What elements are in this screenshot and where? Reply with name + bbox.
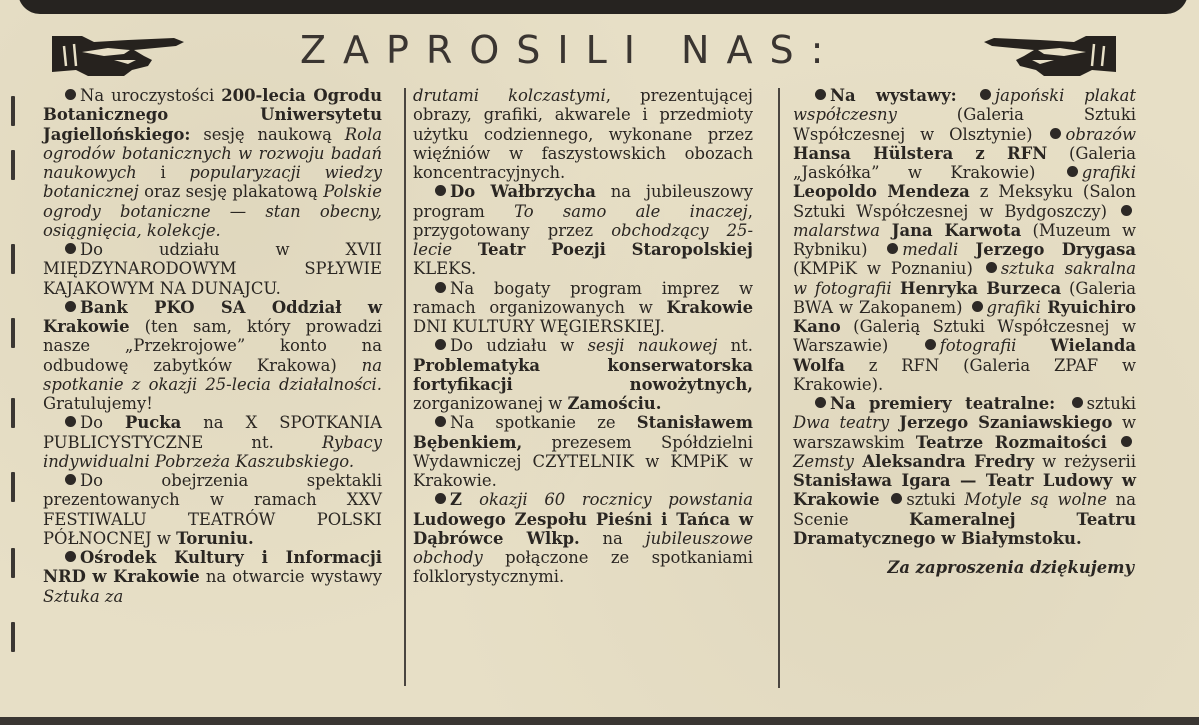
bullet-icon bbox=[1121, 436, 1132, 447]
pointing-hand-right-icon bbox=[48, 30, 188, 82]
text-run: Teatr Poezji Staropolskiej bbox=[452, 240, 753, 259]
page-title: ZAPROSILI NAS: bbox=[300, 28, 841, 72]
text-run: na jubileuszowy program bbox=[413, 182, 753, 221]
text-run: Zamościu. bbox=[567, 394, 662, 413]
top-border-bar bbox=[18, 0, 1188, 14]
text-run: Kameralnej Teatru Dramatycznego w Białymstoku. bbox=[793, 509, 1136, 548]
text-run: połączone ze spotkaniami folklorystycznymi. bbox=[413, 548, 753, 587]
text-run: na Scenie bbox=[793, 490, 1136, 529]
section-header bbox=[0, 22, 1199, 80]
text-run: Rybacy indywidualni Pobrzeża Kaszubskiego. bbox=[43, 432, 382, 471]
bottom-border-rule bbox=[0, 717, 1199, 725]
bullet-icon bbox=[887, 243, 898, 254]
bullet-icon bbox=[986, 262, 997, 273]
text-run: Toruniu. bbox=[176, 528, 254, 548]
text-run: sztuka sakralna w fotografii bbox=[793, 259, 1136, 298]
text-run: oraz sesję plakatową bbox=[138, 182, 324, 202]
text-run: Rola ogrodów botanicznych w rozwoju badań naukowych bbox=[43, 124, 382, 182]
news-item bbox=[43, 471, 382, 548]
text-run: prezesem Spółdzielni Wydawniczej CZYTELNIK w KMPiK w Krakowie. bbox=[413, 432, 753, 490]
margin-mark bbox=[11, 472, 15, 502]
text-run: Sztuka za bbox=[43, 586, 124, 606]
text-run: na spotkanie z okazji 25-lecia działalności. bbox=[43, 355, 382, 394]
text-run: Na premiery teatralne: bbox=[830, 394, 1069, 413]
text-run: Henryka Burzeca bbox=[891, 278, 1062, 298]
text-run bbox=[880, 490, 889, 509]
text-run: sesję naukową bbox=[190, 124, 345, 144]
text-run: Do udziału w XVII MIĘDZYNARODOWYM SPŁYWIE KAJAKOWYM NA DUNAJCU. bbox=[43, 240, 382, 298]
margin-mark bbox=[11, 150, 15, 180]
text-run: (KMPiK w Poznaniu) bbox=[793, 259, 983, 279]
margin-mark bbox=[11, 398, 15, 428]
news-item bbox=[413, 336, 753, 413]
bullet-icon bbox=[65, 416, 76, 427]
text-run: DNI KULTURY WĘGIERSKIEJ. bbox=[413, 317, 665, 336]
text-run: Na uroczystości bbox=[80, 86, 222, 105]
text-run: Na spotkanie ze bbox=[450, 413, 637, 433]
text-run: Dwa teatry bbox=[793, 413, 890, 433]
bullet-icon bbox=[1050, 128, 1061, 139]
text-run: Stanisława Igara — Teatr Ludowy w Krakowie bbox=[793, 471, 1136, 510]
margin-mark bbox=[11, 318, 15, 348]
bullet-icon bbox=[65, 301, 76, 312]
text-run: (ten sam, który prowadzi nasze „Przekrojowe” konto na odbudowę zabytków Krakowa) bbox=[43, 317, 382, 375]
text-run: obchodzący 25-lecie bbox=[413, 220, 753, 259]
text-run: Wielanda Wolfa bbox=[793, 336, 1136, 375]
text-run: z RFN (Galeria ZPAF w Krakowie). bbox=[793, 355, 1136, 394]
text-run: To samo ale inaczej bbox=[514, 201, 748, 221]
text-run: na otwarcie wystawy bbox=[199, 567, 382, 587]
news-item bbox=[413, 490, 753, 586]
bullet-icon bbox=[435, 416, 446, 427]
text-run: z Meksyku (Salon Sztuki Współczesnej w Bydgoszczy) bbox=[793, 182, 1136, 221]
text-run: KLEKS. bbox=[413, 259, 477, 279]
text-run: japoński plakat współczesny bbox=[793, 86, 1136, 125]
text-run: Ludowego Zespołu Pieśni i Tańca w Dąbrówce Wlkp. bbox=[413, 509, 753, 548]
news-item bbox=[413, 279, 753, 337]
text-run: Problematyka konserwatorska fortyfikacji nowożytnych, bbox=[413, 355, 753, 394]
text-run: Zemsty bbox=[793, 451, 854, 471]
text-run: , prezentującej obrazy, grafiki, akwarele i przedmioty użytku codziennego, wykonane przez więźniów w faszystowskich obozach koncentracyjnych. bbox=[413, 86, 753, 182]
column-divider bbox=[778, 88, 780, 688]
bullet-icon bbox=[1067, 166, 1078, 177]
article-column-1 bbox=[43, 86, 382, 606]
text-run: 200-lecia Ogrodu Botanicznego Uniwersytetu Jagiellońskiego: bbox=[43, 86, 382, 144]
bullet-icon bbox=[925, 339, 936, 350]
text-run: , przygotowany przez bbox=[413, 201, 753, 240]
text-run: malarstwa bbox=[793, 220, 880, 240]
text-run: Polskie ogrody botaniczne — stan obecny, osiągnięcia, kolekcje. bbox=[43, 182, 382, 240]
text-run: drutami kolczastymi bbox=[413, 86, 606, 105]
text-run: na bbox=[579, 528, 646, 548]
bullet-icon bbox=[435, 282, 446, 293]
text-run: fotografii bbox=[939, 336, 1017, 356]
text-run: Hansa Hülstera z RFN bbox=[793, 143, 1048, 163]
text-run: grafiki bbox=[1081, 163, 1136, 182]
bullet-icon bbox=[1072, 397, 1083, 408]
text-run: Do obejrzenia spektakli prezentowanych w ramach XXV FESTIWALU TEATRÓW POLSKI PÓŁNOCNEJ w bbox=[43, 471, 382, 548]
bullet-icon bbox=[972, 301, 983, 312]
text-run: zorganizowanej w bbox=[413, 394, 568, 413]
article-column-3 bbox=[793, 86, 1136, 577]
text-run: sesji naukowej bbox=[587, 336, 718, 356]
text-run: sztuki bbox=[1086, 394, 1136, 413]
text-run: Teatrze Rozmaitości bbox=[915, 432, 1107, 452]
text-run: Stanisławem Bębenkiem, bbox=[413, 413, 753, 452]
bullet-icon bbox=[1121, 205, 1132, 216]
text-run: Jerzego Szaniawskiego bbox=[889, 413, 1113, 433]
news-item bbox=[793, 86, 1136, 394]
text-run: na X SPOTKANIA PUBLICYSTYCZNE nt. bbox=[43, 413, 382, 452]
news-item bbox=[43, 298, 382, 414]
margin-mark bbox=[11, 244, 15, 274]
text-run: Pucka bbox=[125, 413, 182, 433]
closing-line: Za zaproszenia dziękujemy bbox=[887, 558, 1134, 577]
text-run: medali bbox=[902, 240, 959, 259]
text-run: Motyle są wolne bbox=[964, 490, 1107, 510]
text-run: Do udziału w bbox=[450, 336, 588, 356]
text-run: Z bbox=[450, 490, 480, 510]
text-run: Do Wałbrzycha bbox=[450, 182, 596, 202]
text-run: (Galeria BWA w Zakopanem) bbox=[793, 278, 1137, 317]
text-run: w warszawskim bbox=[793, 413, 1136, 452]
bullet-icon bbox=[435, 339, 446, 350]
news-item bbox=[413, 86, 753, 182]
text-run: Leopoldo Mendeza bbox=[793, 182, 970, 202]
news-item bbox=[793, 394, 1136, 548]
article-column-2 bbox=[413, 86, 753, 587]
bullet-icon bbox=[65, 243, 76, 254]
text-run: Jerzego Drygasa bbox=[958, 240, 1136, 259]
text-run bbox=[1107, 433, 1118, 452]
text-run: w reżyserii bbox=[1034, 451, 1137, 471]
text-run: grafiki bbox=[986, 297, 1041, 317]
bullet-icon bbox=[891, 493, 902, 504]
bullet-icon bbox=[65, 474, 76, 485]
news-item bbox=[43, 548, 382, 606]
news-item bbox=[43, 86, 382, 240]
margin-mark bbox=[11, 548, 15, 578]
text-run: Na wystawy: bbox=[830, 86, 977, 105]
bullet-icon bbox=[815, 89, 826, 100]
text-run: Na bogaty program imprez w ramach organizowanych w bbox=[413, 278, 753, 317]
bullet-icon bbox=[435, 493, 446, 504]
text-run: Krakowie bbox=[666, 297, 753, 317]
column-divider bbox=[404, 88, 406, 686]
news-item bbox=[413, 182, 753, 278]
text-run: (Galerią Sztuki Współczesnej w Warszawie) bbox=[793, 317, 1136, 356]
news-item bbox=[43, 240, 382, 298]
text-run: i bbox=[136, 163, 190, 182]
text-run: (Galeria „Jaskółka” w Krakowie) bbox=[793, 143, 1136, 182]
bullet-icon bbox=[815, 397, 826, 408]
text-run: jubileuszowe obchody bbox=[413, 528, 754, 567]
text-run: sztuki bbox=[906, 490, 965, 510]
text-run: (Galeria Sztuki Współczesnej w Olsztynie) bbox=[793, 105, 1136, 144]
text-run: Ośrodek Kultury i Informacji NRD w Krakowie bbox=[43, 548, 382, 587]
text-run: popularyzacji wiedzy botanicznej bbox=[43, 163, 383, 202]
bullet-icon bbox=[65, 89, 76, 100]
text-run: obrazów bbox=[1065, 124, 1136, 144]
news-item bbox=[43, 413, 382, 471]
text-run: nt. bbox=[717, 336, 753, 356]
pointing-hand-left-icon bbox=[980, 30, 1120, 82]
text-run: Aleksandra Fredry bbox=[853, 451, 1035, 471]
text-run: Gratulujemy! bbox=[43, 394, 153, 413]
text-run: Bank PKO SA Oddział w Krakowie bbox=[43, 297, 382, 336]
text-run: (Muzeum w Rybniku) bbox=[793, 220, 1136, 259]
text-run: okazji 60 rocznicy powstania bbox=[479, 490, 753, 510]
text-run: Jana Karwota bbox=[879, 220, 1022, 240]
bullet-icon bbox=[980, 89, 991, 100]
bullet-icon bbox=[435, 185, 446, 196]
text-run: Ryuichiro Kano bbox=[793, 297, 1136, 336]
margin-mark bbox=[11, 622, 15, 652]
bullet-icon bbox=[65, 551, 76, 562]
margin-mark bbox=[11, 96, 15, 126]
news-item bbox=[413, 413, 753, 490]
text-run: Do bbox=[80, 413, 126, 433]
